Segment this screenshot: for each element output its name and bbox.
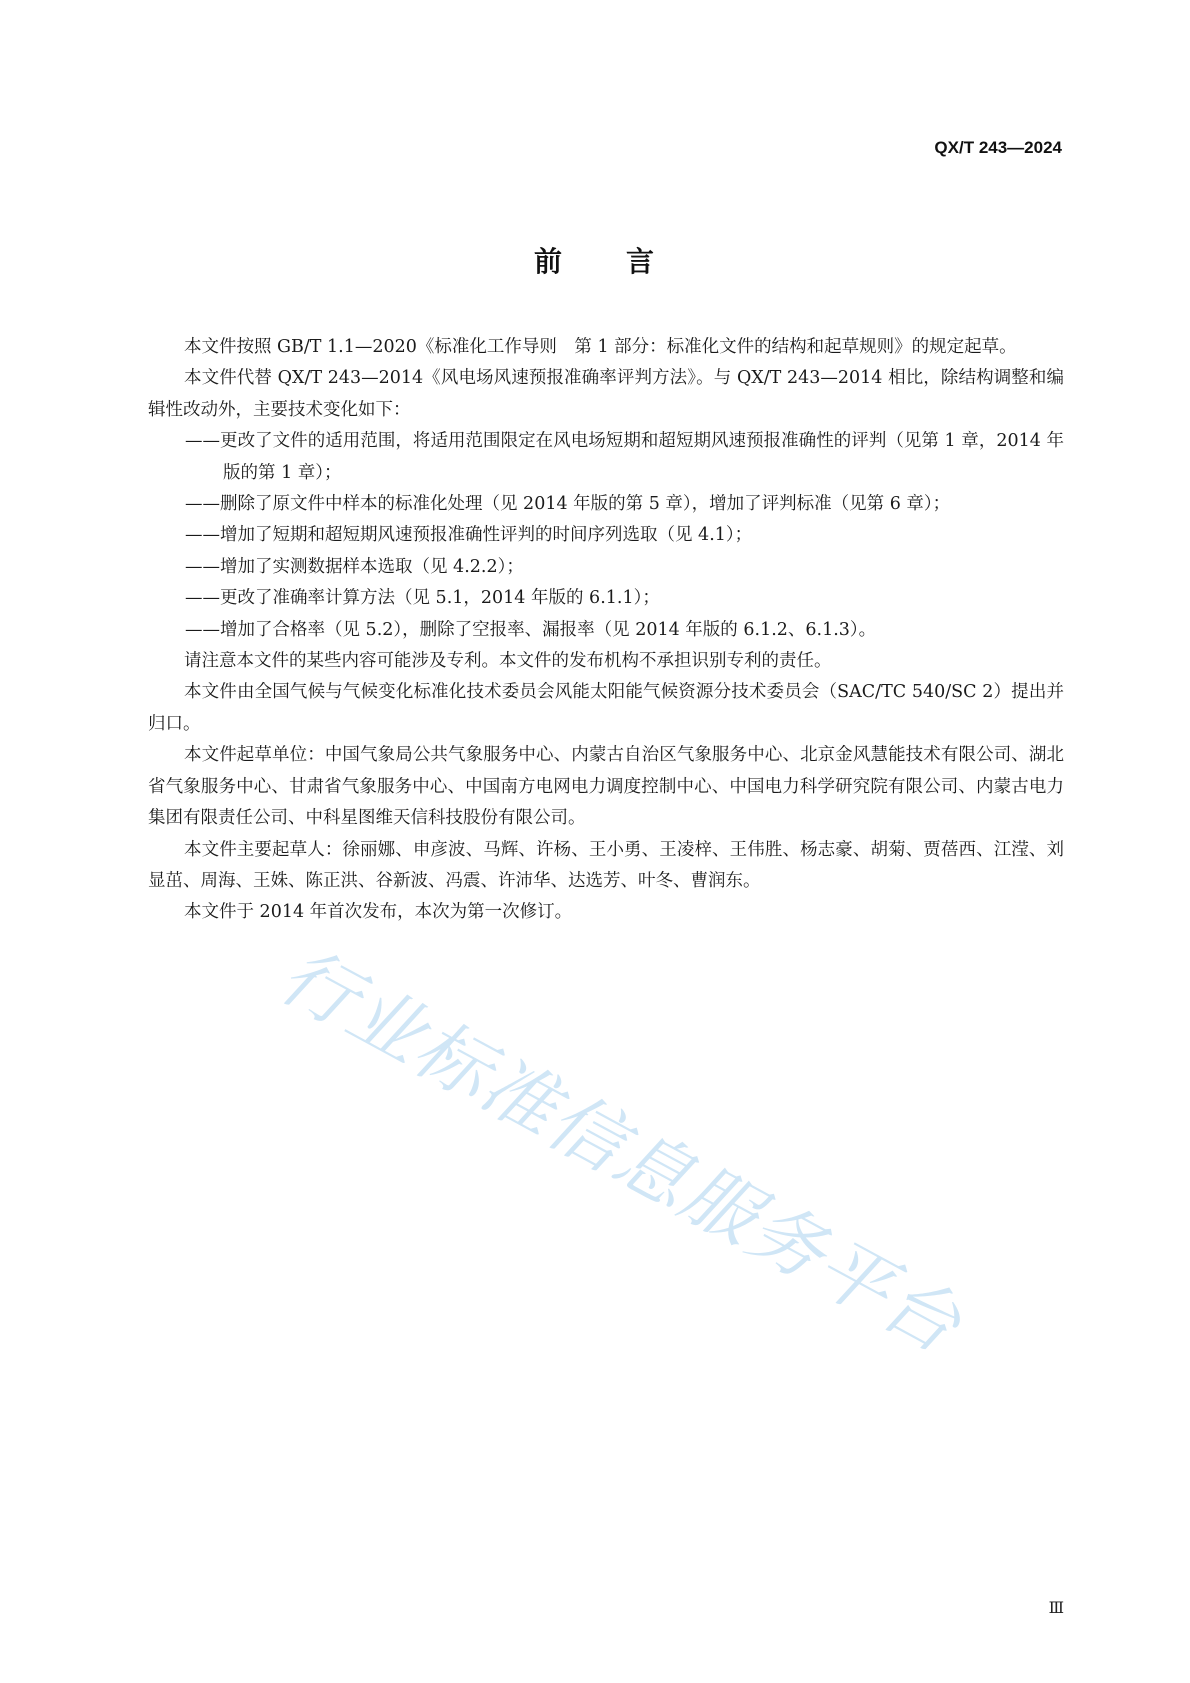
change-item: ——更改了文件的适用范围，将适用范围限定在风电场短期和超短期风速预报准确性的评判（见第 1 章，2014 年版的第 1 章）； xyxy=(185,431,1064,483)
paragraph: 本文件起草单位：中国气象局公共气象服务中心、内蒙古自治区气象服务中心、北京金风慧能技术有限公司、湖北省气象服务中心、甘肃省气象服务中心、中国南方电网电力调度控制中心、中国电力科学研究院有限公司、内蒙古电力集团有限责任公司、中科星图维天信科技股份有限公司。 xyxy=(148,745,1064,829)
page-title xyxy=(0,240,1190,280)
change-item: ——增加了短期和超短期风速预报准确性评判的时间序列选取（见 4.1）； xyxy=(185,525,753,546)
change-item: ——删除了原文件中样本的标准化处理（见 2014 年版的第 5 章），增加了评判标准（见第 6 章）； xyxy=(185,494,951,515)
title-char-2: 言 xyxy=(626,245,657,278)
change-item: ——增加了实测数据样本选取（见 4.2.2）； xyxy=(185,556,524,577)
title-char-1: 前 xyxy=(533,245,564,278)
page-number: Ⅲ xyxy=(1048,1598,1064,1617)
standard-code: QX/T 243—2024 xyxy=(934,138,1062,157)
paragraph: 本文件主要起草人：徐丽娜、申彦波、马辉、许杨、王小勇、王凌梓、王伟胜、杨志豪、胡菊、贾蓓西、江滢、刘显茁、周海、王姝、陈正洪、谷新波、冯震、许沛华、达选芳、叶冬、曹润东。 xyxy=(148,839,1064,891)
foreword-body xyxy=(148,332,1064,929)
paragraph: 本文件按照 GB/T 1.1—2020《标准化工作导则 第 1 部分：标准化文件的结构和起草规则》的规定起草。 xyxy=(184,337,1017,357)
paragraph: 本文件由全国气候与气候变化标准化技术委员会风能太阳能气候资源分技术委员会（SAC/TC 540/SC 2）提出并归口。 xyxy=(148,682,1064,734)
watermark: 行业标准信息服务平台 xyxy=(266,932,976,1371)
paragraph: 请注意本文件的某些内容可能涉及专利。本文件的发布机构不承担识别专利的责任。 xyxy=(184,651,832,672)
paragraph: 本文件代替 QX/T 243—2014《风电场风速预报准确率评判方法》。与 QX/T 243—2014 相比，除结构调整和编辑性改动外，主要技术变化如下： xyxy=(148,368,1064,420)
change-item: ——更改了准确率计算方法（见 5.1，2014 年版的 6.1.1）； xyxy=(185,588,660,609)
change-item: ——增加了合格率（见 5.2），删除了空报率、漏报率（见 2014 年版的 6.1.2、6.1.3）。 xyxy=(185,619,877,640)
paragraph: 本文件于 2014 年首次发布，本次为第一次修订。 xyxy=(184,902,573,923)
